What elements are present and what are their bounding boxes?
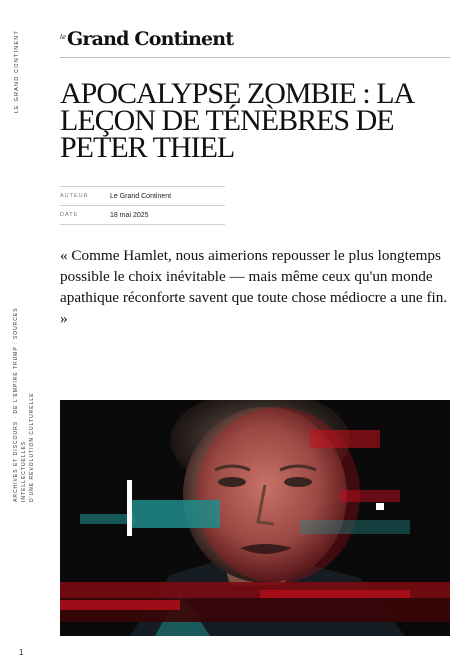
sidebar-publication-name: LE GRAND CONTINENT	[14, 30, 20, 114]
page-number: 1	[19, 648, 24, 657]
date-label: DATE	[60, 212, 79, 218]
sidebar-series-line-2: D'UNE RÉVOLUTION CULTURELLE	[29, 392, 35, 502]
meta-row-date	[60, 206, 225, 225]
sidebar-series-label	[12, 262, 36, 502]
logo-prefix: le	[60, 33, 66, 41]
site-logo[interactable]	[60, 28, 233, 50]
meta-row-author	[60, 186, 225, 206]
header-divider	[60, 57, 450, 58]
glitch-portrait-image	[60, 400, 450, 636]
article-pull-quote: « Comme Hamlet, nous aimerions repousser le plus longtemps possible le choix inévitable — mais même ceux qu'un monde apathique réconforte savent que toute chose médiocre a une fin. »	[60, 247, 448, 327]
article-title: APOCALYPSE ZOMBIE : LA LEÇON DE TÉNÈBRES DE PETER THIEL	[60, 77, 413, 164]
article-meta-table	[60, 186, 225, 225]
logo-wordmark: Grand Continent	[66, 28, 234, 50]
author-value: Le Grand Continent	[110, 192, 172, 200]
sidebar-series-line-1: ARCHIVES ET DISCOURS · DE L'EMPIRE TRUMP : SOURCES INTELLECTUELLES	[13, 307, 27, 502]
article-illustration	[60, 400, 450, 636]
author-label: AUTEUR	[60, 193, 89, 199]
date-value: 18 mai 2025	[110, 211, 149, 219]
